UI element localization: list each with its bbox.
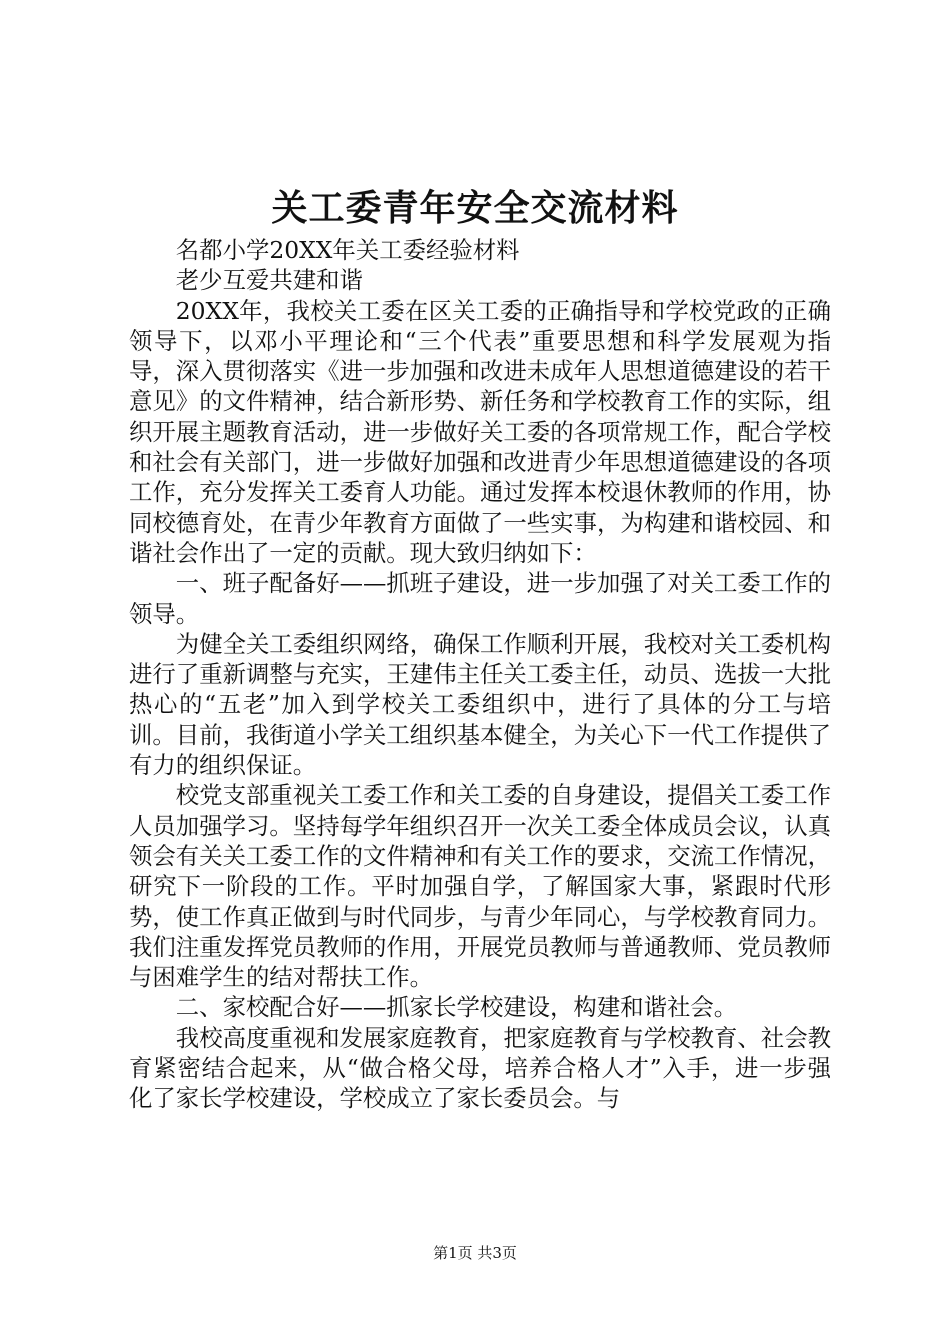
body-paragraph: 校党支部重视关工委工作和关工委的自身建设，提倡关工委工作人员加强学习。坚持每学年组织召开一次关工委全体成员会议，认真领会有关关工委工作的文件精神和有关工作的要求，交流工作情况，研究下一阶段的工作。平时加强自学，了解国家大事，紧跟时代形势，使工作真正做到与时代同步，与青少年同心，与学校教育同力。我们注重发挥党员教师的作用，开展党员教师与普通教师、党员教师与困难学生的结对帮扶工作。 xyxy=(129,781,831,992)
body-paragraph: 我校高度重视和发展家庭教育，把家庭教育与学校教育、社会教育紧密结合起来，从“做合格父母，培养合格人才”入手，进一步强化了家长学校建设，学校成立了家长委员会。与 xyxy=(129,1023,831,1113)
section-heading-1: 一、班子配备好——抓班子建设，进一步加强了对关工委工作的领导。 xyxy=(129,569,831,628)
document-body xyxy=(129,235,831,1114)
theme-paragraph: 老少互爱共建和谐 xyxy=(175,266,363,295)
page-number-footer: 第1页 共3页 xyxy=(433,1244,517,1262)
section-heading-2: 二、家校配合好——抓家长学校建设，构建和谐社会。 xyxy=(175,993,738,1022)
subtitle-paragraph: 名都小学20XX年关工委经验材料 xyxy=(175,236,520,264)
intro-paragraph: 20XX年，我校关工委在区关工委的正确指导和学校党政的正确领导下，以邓小平理论和“三个代表”重要思想和科学发展观为指导，深入贯彻落实《进一步加强和改进未成年人思想道德建设的若干意见》的文件精神，结合新形势、新任务和学校教育工作的实际，组织开展主题教育活动，进一步做好关工委的各项常规工作，配合学校和社会有关部门，进一步做好加强和改进青少年思想道德建设的各项工作，充分发挥关工委育人功能。通过发挥本校退休教师的作用，协同校德育处，在青少年教育方面做了一些实事，为构建和谐校园、和谐社会作出了一定的贡献。现大致归纳如下： xyxy=(129,296,831,567)
document-title: 关工委青年安全交流材料 xyxy=(271,187,679,229)
body-paragraph: 为健全关工委组织网络，确保工作顺利开展，我校对关工委机构进行了重新调整与充实，王建伟主任关工委主任，动员、选拔一大批热心的“五老”加入到学校关工委组织中，进行了具体的分工与培训。目前，我街道小学关工组织基本健全，为关心下一代工作提供了有力的组织保证。 xyxy=(129,629,831,780)
